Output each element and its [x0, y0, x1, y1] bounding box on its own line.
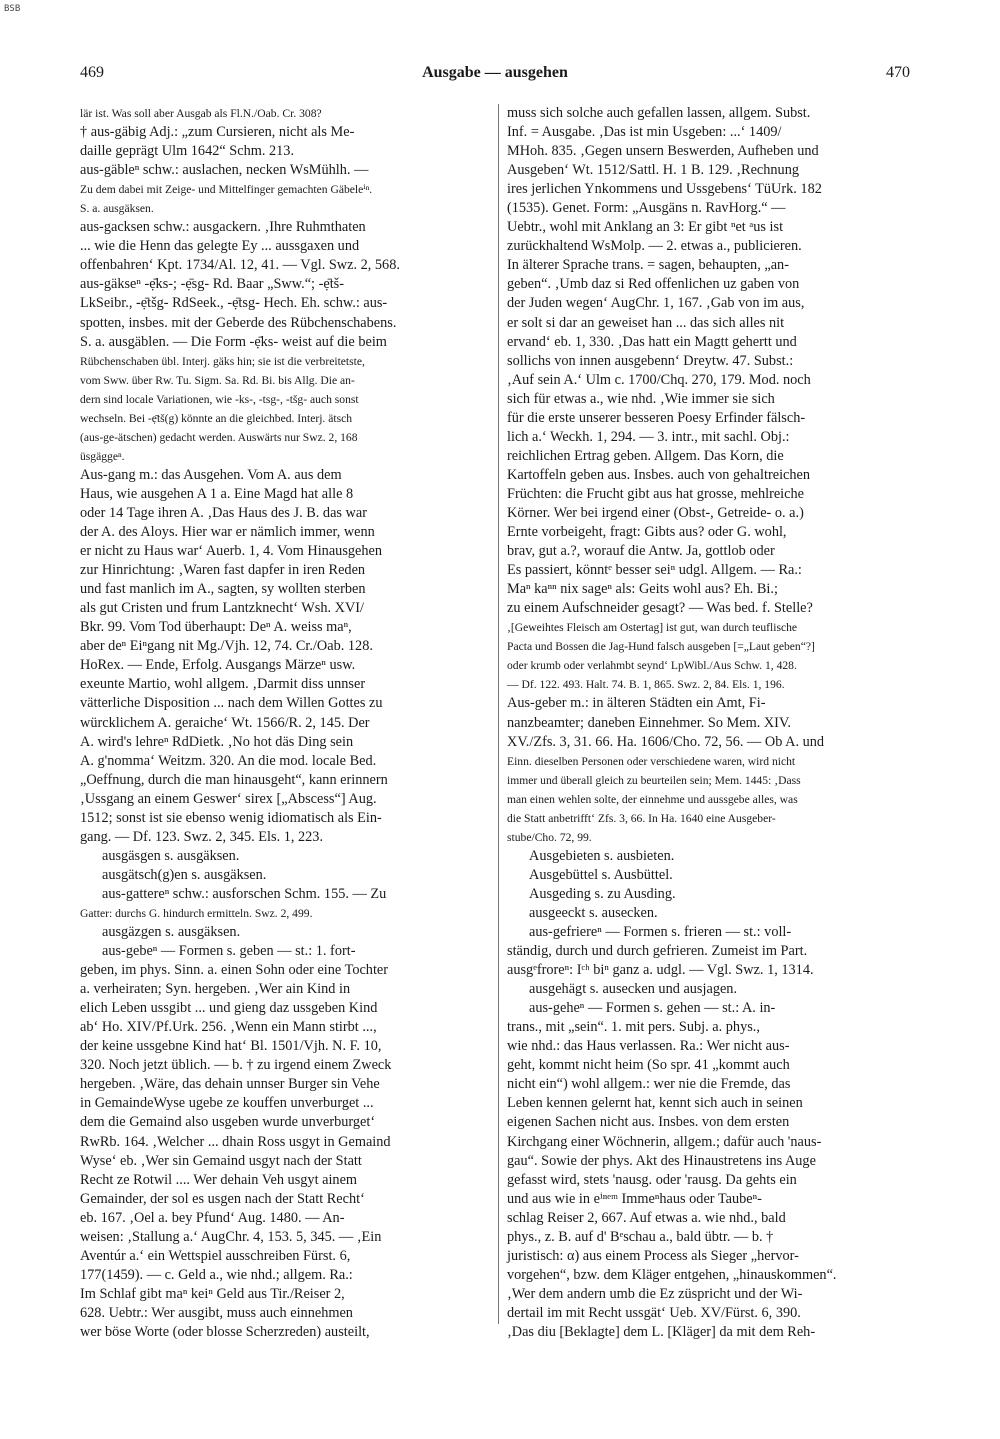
text-line: aus-geheⁿ — Formen s. gehen — st.: A. in-	[529, 1000, 776, 1017]
text-line: lär ist. Was soll aber Ausgab als Fl.N./Oab. Cr. 308?	[80, 107, 322, 120]
text-line: A. wird's lehreⁿ RdDietk. ‚No hot däs Ding sein	[80, 733, 354, 750]
text-line: zur Hinrichtung: ‚Waren fast dapfer in iren Reden	[80, 562, 366, 579]
text-line: Gatter: durchs G. hindurch ermitteln. Swz. 2, 499.	[80, 906, 313, 920]
text-line: hergeben. ‚Wäre, das dehain unnser Burger sin Vehe	[80, 1076, 380, 1093]
right-column	[498, 104, 908, 1340]
text-line: Aventúr a.‘ ein Wettspiel ausschreiben Fürst. 6,	[80, 1247, 351, 1264]
text-line: nicht ein“) wohl allgem.: wer nie die Fremde, das	[507, 1076, 791, 1093]
text-line: vätterliche Disposition ... nach dem Willen Gottes zu	[80, 695, 383, 712]
text-line: oder 14 Tage ihren A. ‚Das Haus des J. B. das war	[80, 504, 367, 521]
text-line: nanzbeamter; daneben Einnehmer. So Mem. XIV.	[507, 714, 792, 731]
text-line: eigenen Sachen nicht aus. Insbes. von dem ersten	[507, 1114, 790, 1131]
text-line: geht, kommt nicht heim (So spr. 41 „kommt auch	[507, 1057, 790, 1074]
text-line: wie nhd.: das Haus verlassen. Ra.: Wer nicht aus-	[507, 1038, 790, 1055]
text-line: ervand‘ eb. 1, 330. ‚Das hatt ein Magtt gehertt und	[507, 333, 797, 350]
text-line: Im Schlaf gibt maⁿ keiⁿ Geld aus Tir./Reiser 2,	[80, 1285, 345, 1302]
text-line: geben“. ‚Umb daz si Red offenlichen uz gaben von	[507, 276, 800, 293]
text-line: 1512; sonst ist sie ebenso wenig idiomatisch als Ein-	[80, 809, 382, 826]
text-line: A. g'nomma‘ Weitzm. 320. An die mod. locale Bed.	[80, 752, 377, 769]
text-line: ausgeeckt s. ausecken.	[529, 904, 658, 921]
text-line: und aus wie in eⁱⁿᵉᵐ Immeⁿhaus oder Taubeⁿ-	[507, 1190, 762, 1207]
text-line: gefasst wird, stets 'nausg. oder 'rausg. Da gehts ein	[507, 1171, 797, 1188]
text-line: Körner. Wer bei irgend einer (Obst-, Getreide- o. a.)	[507, 504, 804, 521]
text-line: aus-gattereⁿ schw.: ausforschen Schm. 155. — Zu	[102, 885, 387, 902]
text-line: zu einem Aufschneider gesagt? — Was bed. f. Stelle?	[507, 600, 813, 617]
text-line: Ausgebieten s. ausbieten.	[529, 847, 675, 864]
text-line: spotten, insbes. mit der Geberde des Rübchenschabens.	[80, 314, 397, 331]
text-line: der Juden wegen‘ AugChr. 1, 167. ‚Gab von im aus,	[507, 295, 805, 312]
text-line: dem die Gemaind also usgeben wurde unverburget‘	[80, 1114, 376, 1131]
text-line: LkSeibr., -ẹ̄tšg- RdSeek., -ẹ̄tsg- Hech. Eh. schw.: aus-	[80, 295, 388, 312]
text-line: † aus-gäbig Adj.: „zum Cursieren, nicht als Me-	[80, 124, 355, 141]
text-line: 628. Uebtr.: Wer ausgibt, muss auch einnehmen	[80, 1304, 353, 1321]
text-line: Ernte vorbeigeht, fragt: Gibts aus? oder G. wohl,	[507, 524, 787, 541]
text-line: eb. 167. ‚Oel a. bey Pfund‘ Aug. 1480. — An-	[80, 1209, 345, 1226]
text-line: ‚[Geweihtes Fleisch am Ostertag] ist gut, wan durch teuflische	[507, 621, 798, 635]
text-line: gang. — Df. 123. Swz. 2, 345. Els. 1, 223.	[80, 828, 324, 845]
text-line: ausgäsgen s. ausgäksen.	[102, 847, 240, 864]
text-line: dertail im mit Recht ussgät‘ Ueb. XV/Fürst. 6, 390.	[507, 1304, 801, 1321]
text-line: reichlichen Ertrag geben. Allgem. Das Korn, die	[507, 447, 784, 464]
text-line: lich a.‘ Weckh. 1, 294. — 3. intr., mit sachl. Obj.:	[507, 428, 790, 445]
text-line: Leben kennen gelernt hat, kennt sich auch in seinen	[507, 1095, 803, 1112]
text-line: RwRb. 164. ‚Welcher ... dhain Ross usgyt in Gemaind	[80, 1133, 391, 1150]
text-line: S. a. ausgäblen. — Die Form -ẹ̄ks- weist auf die beim	[80, 333, 387, 350]
text-line: Ausgeben‘ Wt. 1512/Sattl. H. 1 B. 129. ‚Rechnung	[507, 162, 799, 179]
text-line: er solt si dar an geweiset han ... das sich alles nit	[507, 314, 785, 331]
text-line: aus-gebeⁿ — Formen s. geben — st.: 1. fort-	[102, 943, 356, 960]
text-line: immer und überall gleich zu beurteilen sein; Mem. 1445: ‚Dass	[507, 773, 801, 787]
text-line: 320. Noch jetzt üblich. — b. † zu irgend einem Zweck	[80, 1057, 392, 1074]
text-line: elich Leben ussgibt ... und gieng daz ussgeben Kind	[80, 1000, 378, 1017]
text-line: MHoh. 835. ‚Gegen unsern Beswerden, Aufheben und	[507, 143, 819, 160]
text-line: a. verheiraten; Syn. hergeben. ‚Wer ain Kind in	[80, 981, 351, 998]
text-line: aus-gefriereⁿ — Formen s. frieren — st.: voll-	[529, 924, 792, 941]
text-line: und fast manlich im A., sagten, sy wollten sterben	[80, 581, 366, 598]
text-line: Aus-geber m.: in älteren Städten ein Amt, Fi-	[507, 695, 766, 712]
text-line: trans., mit „sein“. 1. mit pers. Subj. a. phys.,	[507, 1019, 760, 1036]
text-line: aus-gäkseⁿ -ẹ̄ks-; -ẹ̄sg- Rd. Baar „Sww.“; -ẹ̄tš-	[80, 276, 345, 293]
text-line: üsgäggeⁿ.	[80, 449, 125, 463]
text-line: Kartoffeln geben aus. Insbes. auch von gehaltreichen	[507, 466, 811, 483]
text-line: Gemainder, der sol es usgen nach der Statt Recht‘	[80, 1190, 365, 1207]
text-line: Einn. dieselben Personen oder verschiedene waren, wird nicht	[507, 754, 796, 768]
text-line: exeunte Martio, wohl allgem. ‚Darmit diss unnser	[80, 676, 366, 693]
text-line: als gut Cristen und frum Lantzknecht‘ Wsh. XVI/	[80, 600, 365, 617]
library-stamp: BSB	[4, 4, 21, 14]
text-line: würcklichem A. geraiche‘ Wt. 1566/R. 2, 145. Der	[80, 714, 370, 731]
text-line: wechseln. Bei -ẹ̄tš(g) könnte an die gleichbed. Interj. ätsch	[80, 411, 353, 425]
text-line: Aus-gang m.: das Ausgehen. Vom A. aus dem	[80, 466, 342, 483]
text-line: stube/Cho. 72, 99.	[507, 830, 592, 844]
text-line: ‚Ussgang an einem Geswer‘ sirex [„Abscess“] Aug.	[80, 790, 377, 807]
text-line: Es passiert, könntᵉ besser seiⁿ udgl. Allgem. — Ra.:	[507, 562, 802, 579]
text-line: Rübchenschaben übl. Interj. gäks hin; sie ist die verbreitetste,	[80, 354, 365, 368]
text-line: muss sich solche auch gefallen lassen, allgem. Subst.	[507, 105, 811, 121]
text-line: Bkr. 99. Vom Tod überhaupt: Deⁿ A. weiss maⁿ,	[80, 619, 352, 636]
text-line: XV./Zfs. 3, 31. 66. Ha. 1606/Cho. 72, 56. — Ob A. und	[507, 733, 825, 750]
text-line: Haus, wie ausgehen A 1 a. Eine Magd hat alle 8	[80, 485, 354, 502]
text-line: Wyse‘ eb. ‚Wer sin Gemaind usgyt nach der Statt	[80, 1152, 362, 1169]
text-line: zurückhaltend WsMolp. — 2. etwas a., publicieren.	[507, 238, 802, 255]
text-line: HoRex. — Ende, Erfolg. Ausgangs Märzeⁿ usw.	[80, 657, 356, 674]
text-line: (1535). Genet. Form: „Ausgäns n. RavHorg.“ —	[507, 200, 786, 217]
text-line: Pacta und Bossen die Jag-Hund falsch ausgeben [=„Laut geben“?]	[507, 640, 815, 654]
text-line: in GemaindeWyse ugebe ze kouffen unverburget ...	[80, 1095, 374, 1112]
text-line: die Statt anbetrifft‘ Zfs. 3, 66. In Ha. 1640 eine Ausgeber-	[507, 811, 776, 825]
text-line: ires jerlichen Ynkommens und Ussgebens‘ TüUrk. 182	[507, 181, 822, 198]
page-number-right: 470	[886, 64, 910, 81]
text-line: Maⁿ kaⁿⁿ nix sageⁿ als: Geits wohl aus? Eh. Bi.;	[507, 581, 778, 598]
text-line: sollichs von innen ausgebenn‘ Dreytw. 47. Subst.:	[507, 352, 794, 369]
text-line: aber deⁿ Eiⁿgang nit Mg./Vjh. 12, 74. Cr./Oab. 128.	[80, 638, 373, 655]
text-line: Zu dem dabei mit Zeige- und Mittelfinger gemachten Gäbeleⁱⁿ.	[80, 183, 373, 197]
text-line: vom Sww. über Rw. Tu. Sigm. Sa. Rd. Bi. bis Allg. Die an-	[80, 373, 355, 387]
text-line: juristisch: α) aus einem Process als Sieger „hervor-	[507, 1247, 799, 1264]
text-line: — Df. 122. 493. Halt. 74. B. 1, 865. Swz. 2, 84. Els. 1, 196.	[507, 678, 785, 692]
text-line: ständig, durch und durch gefrieren. Zumeist im Part.	[507, 943, 808, 960]
text-line: er nicht zu Haus war‘ Auerb. 1, 4. Vom Hinausgehen	[80, 543, 383, 560]
text-line: (aus-ge-ätschen) gedacht werden. Auswärts nur Swz. 2, 168	[80, 430, 358, 444]
text-line: Uebtr., wohl mit Anklang an 3: Er gibt ⁿet ᵃus ist	[507, 219, 784, 236]
text-line: offenbahren‘ Kpt. 1734/Al. 12, 41. — Vgl. Swz. 2, 568.	[80, 257, 400, 274]
text-line: sich für etwas a., wie nhd. ‚Wie immer sie sich	[507, 390, 775, 407]
page-number-left: 469	[80, 64, 104, 81]
text-line: Inf. = Ausgabe. ‚Das ist min Usgeben: ...‘ 1409/	[507, 124, 782, 141]
text-line: ausgätsch(g)en s. ausgäksen.	[102, 866, 267, 883]
text-line: „Oeffnung, durch die man hinausgeht“, kann erinnern	[80, 771, 388, 788]
text-line: ausgᵉfroreⁿ: Iᶜʰ biⁿ ganz a. udgl. — Vgl. Swz. 1, 1314.	[507, 962, 814, 979]
text-line: für die erste unserer besseren Poesy Erfinder fälsch-	[507, 409, 806, 426]
text-line: Ausgeding s. zu Ausding.	[529, 885, 676, 902]
text-line: dern sind locale Variationen, wie -ks-, -tsg-, -tšg- auch sonst	[80, 392, 359, 406]
text-line: daille geprägt Ulm 1642“ Schm. 213.	[80, 143, 295, 160]
text-line: weisen: ‚Stallung a.‘ AugChr. 4, 153. 5, 345. — ‚Ein	[80, 1228, 382, 1245]
text-line: S. a. ausgäksen.	[80, 202, 154, 216]
text-line: Früchten: die Frucht gibt aus hat grosse, mehlreiche	[507, 485, 804, 502]
text-line: ausgäzgen s. ausgäksen.	[102, 924, 241, 941]
text-line: vorgehen“, bzw. dem Kläger entgehen, „hinauskommen“.	[507, 1266, 837, 1283]
text-line: brav, gut a.?, worauf die Antw. Ja, gottlob oder	[507, 543, 775, 560]
text-line: aus-gacksen schw.: ausgackern. ‚Ihre Ruhmthaten	[80, 219, 366, 236]
running-title: Ausgabe — ausgehen	[422, 64, 568, 81]
text-line: schlag Reiser 2, 667. Auf etwas a. wie nhd., bald	[507, 1209, 786, 1226]
text-line: wer böse Worte (oder blosse Scherzreden) austeilt,	[80, 1324, 370, 1340]
page-header	[80, 64, 910, 90]
text-line: gau“. Sowie der phys. Akt des Hinaustretens ins Auge	[507, 1152, 816, 1169]
text-line: In älterer Sprache trans. = sagen, behaupten, „an-	[507, 257, 789, 274]
text-line: Ausgebüttel s. Ausbüttel.	[529, 866, 673, 883]
text-line: ‚Auf sein A.‘ Ulm c. 1700/Chq. 270, 179. Mod. noch	[507, 371, 811, 388]
text-line: Kirchgang einer Wöchnerin, allgem.; dafür auch 'naus-	[507, 1133, 822, 1150]
text-line: der keine ussgebne Kind hat‘ Bl. 1501/Vjh. N. F. 10,	[80, 1038, 382, 1055]
text-line: aus-gäbleⁿ schw.: auslachen, necken WsMühlh. —	[80, 162, 369, 179]
text-line: der A. des Aloys. Hier war er nämlich immer, wenn	[80, 524, 375, 541]
left-column	[80, 104, 488, 1340]
text-line: ‚Wer dem andern umb die Ez züspricht und der Wi-	[507, 1285, 803, 1302]
text-line: ‚Das diu [Beklagte] dem L. [Kläger] da mit dem Reh-	[507, 1324, 816, 1340]
text-line: Recht ze Rotwil .... Wer dehain Veh usgyt ainem	[80, 1171, 358, 1188]
text-line: ab‘ Ho. XIV/Pf.Urk. 256. ‚Wenn ein Mann stirbt ...,	[80, 1019, 377, 1036]
text-line: ... wie die Henn das gelegte Ey ... aussgaxen und	[80, 238, 360, 255]
text-line: phys., z. B. auf d' Bᵉschau a., bald übtr. — b. †	[507, 1228, 774, 1245]
text-line: ausgehägt s. ausecken und ausjagen.	[529, 981, 738, 998]
text-line: man einen wehlen solte, der einnehme und aussgebe alles, was	[507, 792, 798, 806]
text-line: oder krumb oder verlahmbt seynd‘ LpWibl./Aus Schw. 1, 428.	[507, 659, 797, 673]
text-line: 177(1459). — c. Geld a., wie nhd.; allgem. Ra.:	[80, 1266, 353, 1283]
text-line: geben, im phys. Sinn. a. einen Sohn oder eine Tochter	[80, 962, 389, 979]
